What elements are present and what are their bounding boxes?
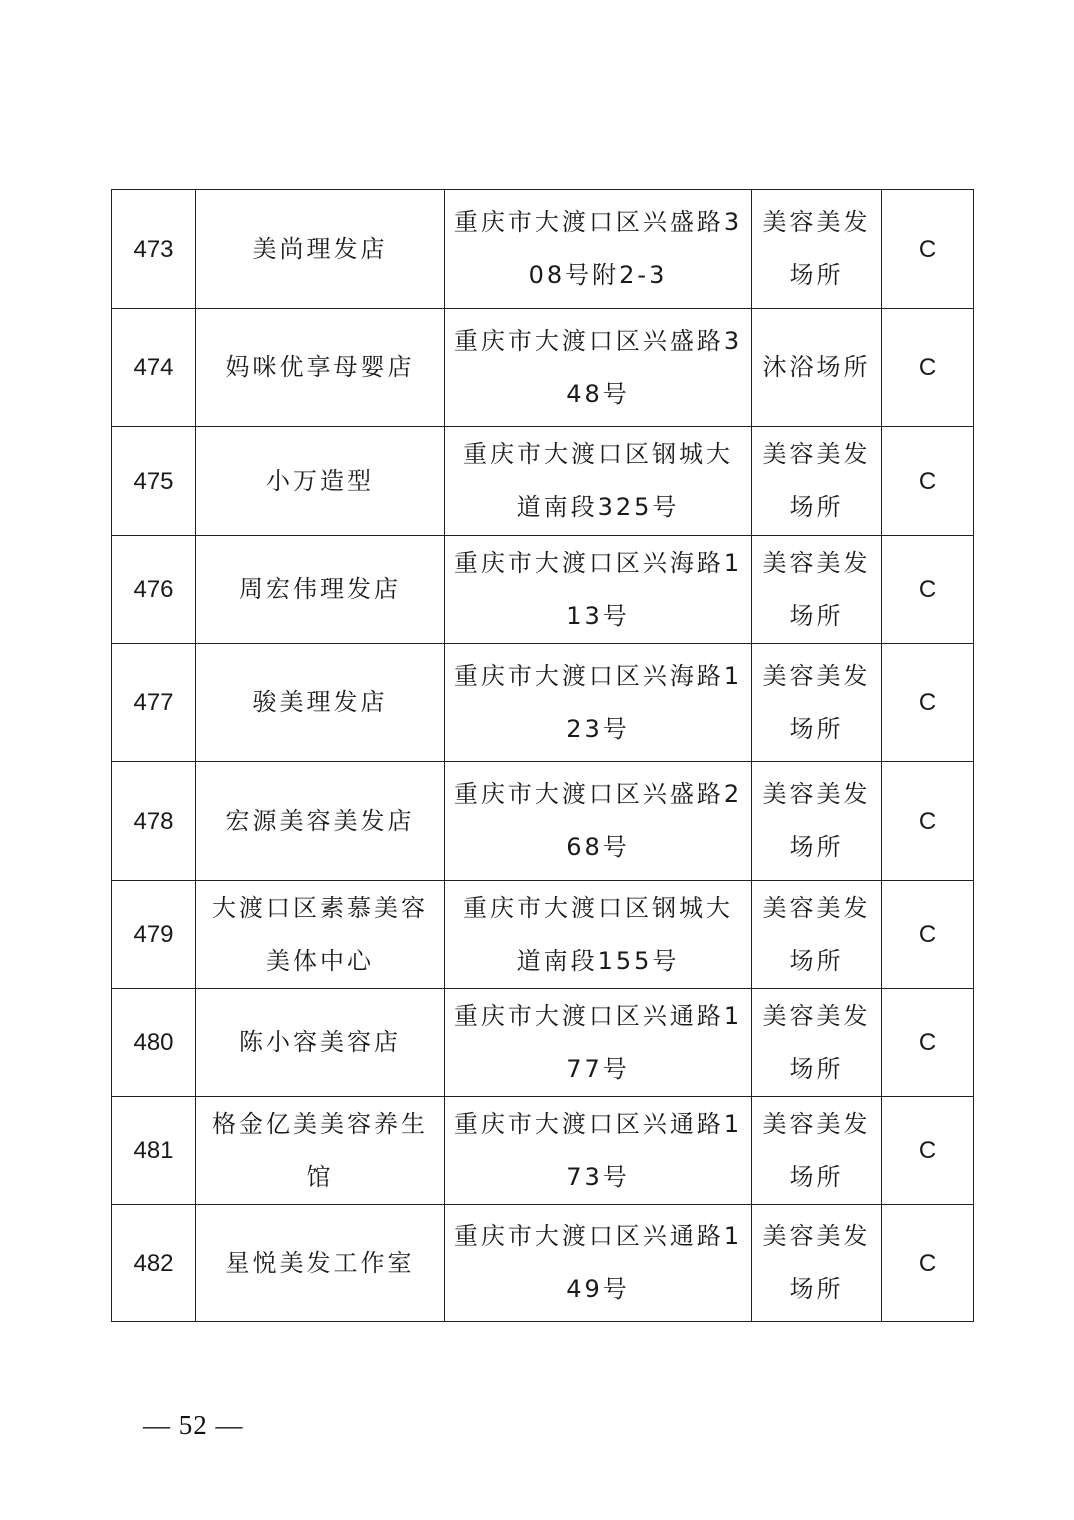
table-row [112,762,974,881]
establishment-grade: C [882,536,974,644]
establishment-grade: C [882,427,974,536]
establishment-category: 美容美发场所 [752,881,882,989]
row-number: 478 [112,762,196,881]
establishment-address: 重庆市大渡口区兴盛路348号 [445,309,752,427]
table-row [112,536,974,644]
establishment-address: 重庆市大渡口区兴通路149号 [445,1205,752,1322]
establishment-name: 美尚理发店 [196,190,445,309]
establishment-category: 美容美发场所 [752,644,882,762]
table-row [112,644,974,762]
establishment-name: 宏源美容美发店 [196,762,445,881]
table-row [112,1097,974,1205]
establishment-address: 重庆市大渡口区兴海路113号 [445,536,752,644]
establishment-category: 美容美发场所 [752,1097,882,1205]
establishment-address: 重庆市大渡口区钢城大道南段155号 [445,881,752,989]
establishment-category: 美容美发场所 [752,762,882,881]
establishment-grade: C [882,309,974,427]
row-number: 474 [112,309,196,427]
table-row [112,989,974,1097]
establishment-category: 美容美发场所 [752,536,882,644]
establishments-table [111,189,974,1322]
establishment-name: 星悦美发工作室 [196,1205,445,1322]
row-number: 481 [112,1097,196,1205]
establishment-grade: C [882,881,974,989]
table-row [112,1205,974,1322]
table-row [112,881,974,989]
establishment-name: 小万造型 [196,427,445,536]
establishment-grade: C [882,762,974,881]
establishment-address: 重庆市大渡口区兴海路123号 [445,644,752,762]
establishment-name: 陈小容美容店 [196,989,445,1097]
establishment-grade: C [882,1097,974,1205]
row-number: 482 [112,1205,196,1322]
row-number: 473 [112,190,196,309]
establishment-address: 重庆市大渡口区钢城大道南段325号 [445,427,752,536]
row-number: 479 [112,881,196,989]
establishment-address: 重庆市大渡口区兴通路177号 [445,989,752,1097]
table-row [112,309,974,427]
establishment-grade: C [882,644,974,762]
establishment-name: 格金亿美美容养生馆 [196,1097,445,1205]
establishment-category: 美容美发场所 [752,427,882,536]
establishment-category: 沐浴场所 [752,309,882,427]
row-number: 477 [112,644,196,762]
table-row [112,427,974,536]
establishment-name: 大渡口区素慕美容美体中心 [196,881,445,989]
row-number: 480 [112,989,196,1097]
establishment-name: 周宏伟理发店 [196,536,445,644]
row-number: 475 [112,427,196,536]
establishment-category: 美容美发场所 [752,1205,882,1322]
establishment-address: 重庆市大渡口区兴盛路308号附2-3 [445,190,752,309]
table-row [112,190,974,309]
establishment-grade: C [882,190,974,309]
establishment-grade: C [882,1205,974,1322]
establishment-grade: C [882,989,974,1097]
establishment-address: 重庆市大渡口区兴盛路268号 [445,762,752,881]
establishment-name: 妈咪优享母婴店 [196,309,445,427]
establishment-address: 重庆市大渡口区兴通路173号 [445,1097,752,1205]
establishment-category: 美容美发场所 [752,190,882,309]
establishment-name: 骏美理发店 [196,644,445,762]
row-number: 476 [112,536,196,644]
page-number: — 52 — [143,1410,244,1440]
establishment-category: 美容美发场所 [752,989,882,1097]
